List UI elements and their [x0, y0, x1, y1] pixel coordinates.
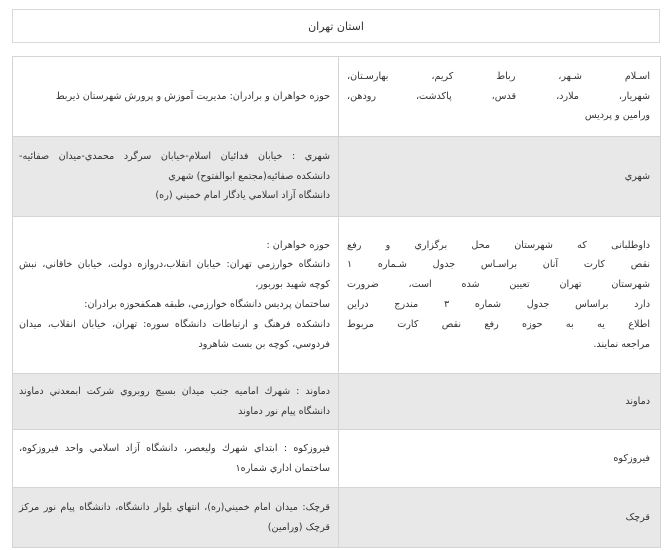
- cell-line: شهري: [624, 170, 650, 182]
- cell-line: فردوسي، کوچه بن بست شاهرود: [198, 338, 330, 350]
- city-cell: [339, 374, 661, 430]
- location-cell: [13, 430, 339, 488]
- cell-line: دارد براساس جدول شماره ۳ مندرج دراين: [347, 299, 650, 310]
- cell-line: دانشگاه پيام نور دماوند: [238, 405, 330, 417]
- cell-line: ورامين و پرديس: [584, 110, 650, 122]
- cell-line: فيروزكوه : ابتداي شهرك وليعصر، دانشگاه آزاد اسلامي واحد فيروزكوه،: [19, 442, 330, 454]
- cell-line: شهرستان تهران تعيين شده است، ضرورت: [347, 279, 650, 291]
- cell-line: دماوند : شهرك اماميه جنب ميدان بسيج روبروي شركت ابمعدني دماوند: [19, 385, 330, 397]
- cell-line: مراجعه نمايند.: [593, 338, 650, 350]
- cell-line: قرچک: [625, 511, 650, 523]
- city-cell: [339, 488, 661, 548]
- table-row: [13, 217, 661, 374]
- centers-table: [12, 56, 661, 548]
- cell-line: دماوند: [625, 395, 650, 407]
- table-row: [13, 374, 661, 430]
- cell-line: داوطلبانی که شهرستان محل برگزاري و رفع: [347, 239, 650, 251]
- city-cell: [339, 57, 661, 137]
- table-row: [13, 57, 661, 137]
- location-cell: [13, 57, 339, 137]
- cell-line: فيروزكوه: [613, 452, 650, 464]
- cell-line: شهريار، ملارد، قدس، پاکدشت، رودهن،: [347, 90, 650, 102]
- cell-line: اطلاع يه به حوزه رفع نقص کارت مربوط: [347, 318, 650, 330]
- table-row: [13, 430, 661, 488]
- city-cell: [339, 137, 661, 217]
- cell-line: حوزه خواهران :: [266, 239, 330, 251]
- cell-line: دانشكده صفائيه(مجتمع ابوالفتوح) شهري: [168, 170, 330, 182]
- location-cell: [13, 137, 339, 217]
- table-row: [13, 137, 661, 217]
- page-title: استان تهران: [12, 9, 660, 43]
- cell-line: دانشگاه خوارزمي تهران: خيابان انقلاب،دروازه دولت، خيابان خاقاني، نبش: [19, 259, 330, 271]
- table-row: [13, 488, 661, 548]
- cell-line: دانشكده فرهنگ و ارتباطات دانشگاه سوره: تهران، خيابان انقلاب، ميدان: [19, 318, 330, 330]
- cell-line: شهري : خيابان فدائيان اسلام-خيابان سرگرد محمدي-ميدان صفائيه-: [19, 150, 330, 162]
- cell-line: ساختمان اداري شماره۱: [235, 462, 330, 474]
- cell-line: دانشگاه آزاد اسلامي يادگار امام خميني (ره): [155, 190, 330, 202]
- cell-line: کوچه شهيد بوربور،: [255, 279, 330, 291]
- cell-line: حوزه خواهران و برادران: مديريت آموزش و پرورش شهرستان ذيربط: [55, 90, 330, 102]
- cell-line: ساختمان پرديس دانشگاه خوارزمي، طبقه همکفحوزه برادران:: [84, 299, 330, 310]
- cell-line: نقص کارت آنان براسـاس جدول شـماره ۱: [347, 259, 650, 271]
- cell-line: قرچک (ورامين): [267, 521, 330, 533]
- location-cell: [13, 488, 339, 548]
- cell-line: اسـلام شـهر، رباط کريم، بهارسـتان،: [347, 70, 650, 82]
- city-cell: [339, 217, 661, 374]
- cell-line: قرچک: ميدان امام خميني(ره)، انتهاي بلوار دانشگاه، دانشگاه پيام نور مركز: [19, 501, 330, 513]
- location-cell: [13, 374, 339, 430]
- location-cell: [13, 217, 339, 374]
- city-cell: [339, 430, 661, 488]
